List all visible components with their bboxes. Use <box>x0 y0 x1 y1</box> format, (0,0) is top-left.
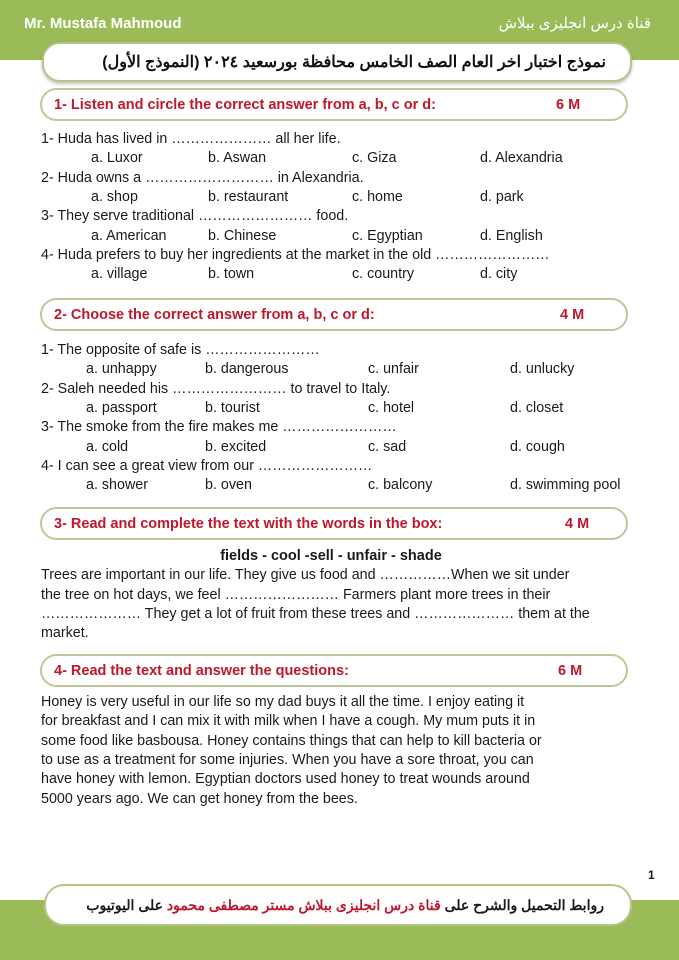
options-row <box>41 188 641 207</box>
option: b. oven <box>205 477 252 494</box>
section-4-body <box>41 693 641 809</box>
option: b. town <box>208 266 255 283</box>
footer-box <box>44 884 632 926</box>
option: d. English <box>480 227 543 244</box>
option: a. unhappy <box>86 361 157 378</box>
option: d. park <box>480 189 524 206</box>
options-row <box>41 476 641 495</box>
option: d. city <box>480 266 518 283</box>
section-3-body <box>41 547 641 644</box>
text-line: to use as a treatment for some injuries. When you have a sore throat, you can <box>41 752 534 769</box>
option: b. tourist <box>205 400 260 417</box>
options-row <box>41 399 641 418</box>
option: c. sad <box>368 438 407 455</box>
option: d. closet <box>510 400 564 417</box>
question: 3- They serve traditional …………………… food. <box>41 208 349 225</box>
option: a. cold <box>86 438 129 455</box>
option: a. village <box>91 266 148 283</box>
option: d. cough <box>510 438 565 455</box>
channel-name: قناة درس انجليزى ببلاش <box>498 15 651 32</box>
option: a. shower <box>86 477 148 494</box>
option: d. swimming pool <box>510 477 621 494</box>
option: c. unfair <box>368 361 419 378</box>
option: b. Chinese <box>208 227 277 244</box>
section-1-heading-box <box>40 88 628 121</box>
section-heading: 3- Read and complete the text with the words in the box: <box>54 516 443 532</box>
options-row <box>41 149 641 168</box>
question: 4- Huda prefers to buy her ingredients at the market in the old …………………… <box>41 247 550 264</box>
option: a. American <box>91 227 167 244</box>
text-line: some food like basbousa. Honey contains things that can help to kill bacteria or <box>41 732 542 749</box>
text-line: 5000 years ago. We can get honey from the bees. <box>41 790 358 807</box>
option: c. balcony <box>368 477 433 494</box>
options-row <box>41 438 641 457</box>
footer-part1: روابط التحميل والشرح على <box>444 897 604 913</box>
option: c. Egyptian <box>352 227 423 244</box>
question: 3- The smoke from the fire makes me …………………… <box>41 419 397 436</box>
options-row <box>41 360 641 379</box>
section-heading: 2- Choose the correct answer from a, b, c or d: <box>54 307 375 323</box>
title-box <box>42 42 632 82</box>
question: 1- The opposite of safe is …………………… <box>41 342 320 358</box>
options-row <box>41 265 641 284</box>
exam-title: نموذج اختبار اخر العام الصف الخامس محافظة بورسعيد ٢٠٢٤ (النموذج الأول) <box>102 54 606 71</box>
question: 1- Huda has lived in ………………… all her life. <box>41 131 341 147</box>
section-heading: 4- Read the text and answer the questions: <box>54 663 349 679</box>
text-line: for breakfast and I can mix it with milk when I have a cough. My mum puts it in <box>41 713 536 730</box>
option: c. hotel <box>368 400 415 417</box>
option: a. passport <box>86 400 157 417</box>
section-marks: 4 M <box>560 307 585 323</box>
section-2-heading-box <box>40 298 628 331</box>
option: d. unlucky <box>510 361 575 378</box>
section-4-heading-box <box>40 654 628 687</box>
option: a. shop <box>91 189 138 206</box>
section-heading: 1- Listen and circle the correct answer from a, b, c or d: <box>54 97 436 113</box>
option: a. Luxor <box>91 150 143 167</box>
author-name: Mr. Mustafa Mahmoud <box>24 15 182 32</box>
question: 4- I can see a great view from our …………………… <box>41 458 373 475</box>
option: d. Alexandria <box>480 150 563 167</box>
text-line: ………………… They get a lot of fruit from these trees and ………………… them at the <box>41 606 590 623</box>
option: c. Giza <box>352 150 397 167</box>
page-number: 1 <box>648 868 655 882</box>
footer-text <box>86 897 604 914</box>
section-3-heading-box <box>40 507 628 540</box>
text-line: the tree on hot days, we feel …………………… Farmers plant more trees in their <box>41 586 551 603</box>
option: b. excited <box>205 438 267 455</box>
section-marks: 4 M <box>565 516 590 532</box>
word-box: fields - cool -sell - unfair - shade <box>220 548 442 564</box>
text-line: Trees are important in our life. They give us food and ……………When we sit under <box>41 567 570 584</box>
text-line: have honey with lemon. Egyptian doctors used honey to treat wounds around <box>41 771 530 788</box>
option: b. Aswan <box>208 150 267 167</box>
section-marks: 6 M <box>558 663 583 679</box>
question: 2- Saleh needed his …………………… to travel to Italy. <box>41 380 391 397</box>
question: 2- Huda owns a ……………………… in Alexandria. <box>41 169 364 186</box>
text-line: market. <box>41 625 89 642</box>
section-2-body <box>41 341 641 496</box>
option: c. country <box>352 266 414 283</box>
section-1-body <box>41 130 641 285</box>
footer-part3: على اليوتيوب <box>86 897 163 913</box>
option: c. home <box>352 189 403 206</box>
footer-channel: قناة درس انجليزى ببلاش مستر مصطفى محمود <box>166 897 441 913</box>
text-line: Honey is very useful in our life so my dad buys it all the time. I enjoy eating it <box>41 694 525 710</box>
option: b. restaurant <box>208 189 289 206</box>
option: b. dangerous <box>205 361 289 378</box>
section-marks: 6 M <box>556 97 581 113</box>
options-row <box>41 227 641 246</box>
